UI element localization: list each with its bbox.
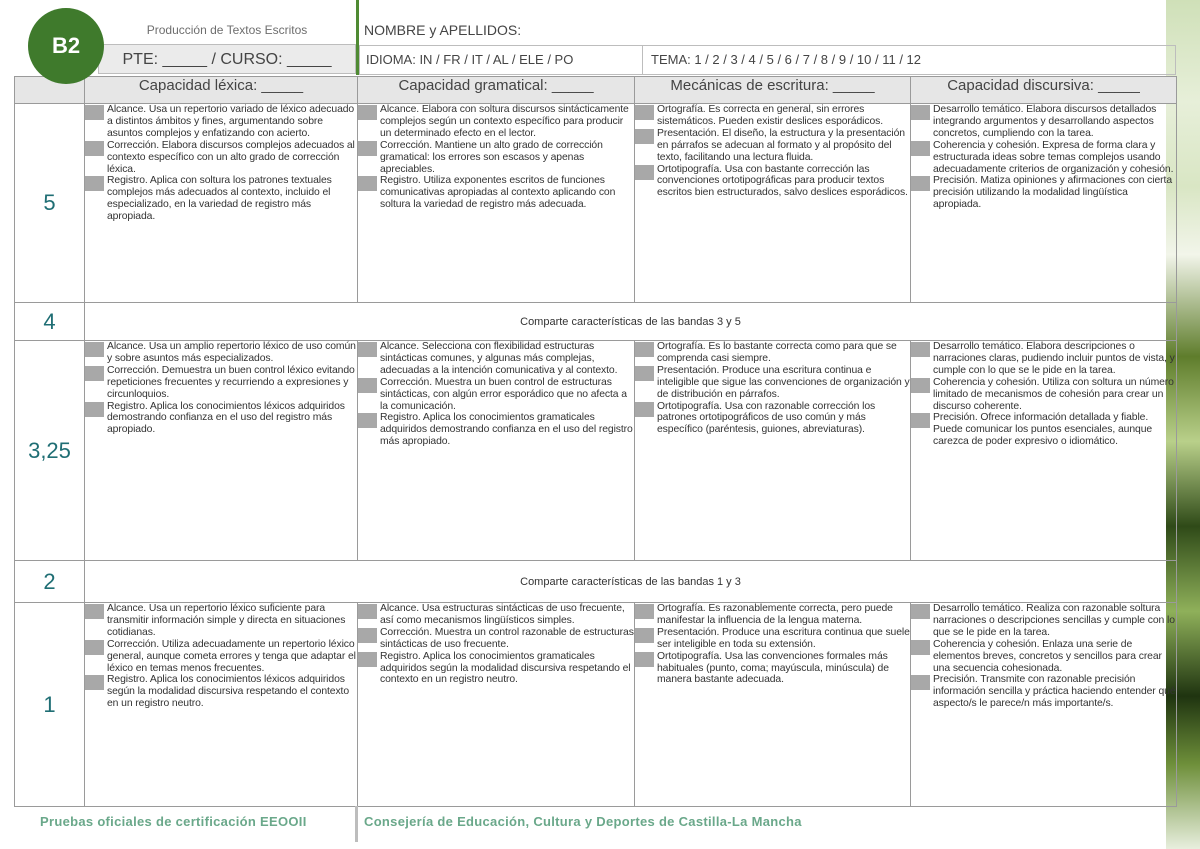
column-header-lexica: Capacidad léxica: _____ [85, 77, 358, 104]
header-options-row [359, 45, 1176, 75]
score-checkbox[interactable] [911, 413, 930, 428]
descriptor-text: Ortografía. Es lo bastante correcta como para que se comprenda casi siempre. [657, 341, 897, 364]
score-checkbox[interactable] [358, 413, 377, 428]
score-checkbox[interactable] [911, 141, 930, 156]
descriptor-item [358, 377, 634, 413]
footer [14, 806, 1176, 846]
idioma-field[interactable]: IDIOMA: IN / FR / IT / AL / ELE / PO [360, 46, 643, 74]
score-checkbox[interactable] [635, 366, 654, 381]
descriptor-item [635, 603, 910, 627]
level-badge: B2 [28, 8, 104, 84]
descriptor-text: Corrección. Mantiene un alto grado de corrección gramatical: los errores son escasos y apenas apreciables. [380, 139, 603, 175]
shared-band-text: Comparte características de las bandas 1 y 3 [85, 561, 1177, 603]
descriptor-item [358, 104, 634, 140]
score-checkbox[interactable] [911, 342, 930, 357]
descriptor-text: Registro. Aplica los conocimientos léxicos adquiridos según la modalidad discursiva respetando el contexto en un registro neutro. [107, 674, 350, 710]
descriptor-text: Precisión. Matiza opiniones y afirmaciones con cierta precisión utilizando la modalidad lingüística apropiada. [933, 175, 1172, 211]
descriptor-item [85, 639, 357, 675]
descriptor-text: Registro. Aplica con soltura los patrones textuales complejos más adecuados al contexto, incluido el especializado, en la variedad de registro más apropiada. [107, 175, 332, 223]
name-field[interactable]: NOMBRE y APELLIDOS: [364, 22, 522, 38]
score-checkbox[interactable] [358, 604, 377, 619]
descriptor-text: Alcance. Usa un amplio repertorio léxico de uso común y sobre asuntos más especializados. [107, 341, 356, 364]
tema-field[interactable]: TEMA: 1 / 2 / 3 / 4 / 5 / 6 / 7 / 8 / 9 / 10 / 11 / 12 [651, 52, 922, 67]
column-header-gramatical: Capacidad gramatical: _____ [358, 77, 635, 104]
descriptor-text: Ortotipografía. Usa con razonable corrección los patrones ortotipográficos de uso común y más específico (paréntesis, guiones, abreviaturas). [657, 400, 876, 436]
pte-curso-field[interactable]: PTE: _____ / CURSO: _____ [98, 44, 356, 74]
rubric-table [14, 76, 1177, 807]
descriptor-text: Registro. Aplica los conocimientos gramaticales adquiridos demostrando confianza en el uso del registro más apropiado. [380, 412, 633, 448]
descriptor-item [911, 377, 1176, 413]
score-checkbox[interactable] [358, 628, 377, 643]
descriptor-item [911, 639, 1176, 675]
descriptor-cell [85, 104, 358, 303]
descriptor-text: Registro. Aplica los conocimientos léxicos adquiridos demostrando confianza en el uso del registro más apropiado. [107, 400, 345, 436]
footer-divider [355, 806, 358, 842]
score-checkbox[interactable] [635, 402, 654, 417]
descriptor-item [911, 341, 1176, 377]
descriptor-item [911, 412, 1176, 448]
descriptor-item [911, 674, 1176, 710]
descriptor-item [635, 128, 910, 164]
score-checkbox[interactable] [358, 176, 377, 191]
descriptor-cell [635, 104, 911, 303]
descriptor-item [635, 164, 910, 200]
descriptor-cell [85, 341, 358, 561]
descriptor-item [358, 140, 634, 176]
descriptor-item [358, 627, 634, 651]
score-checkbox[interactable] [85, 105, 104, 120]
descriptor-item [85, 140, 357, 176]
footer-left-text: Pruebas oficiales de certificación EEOOII [40, 814, 307, 829]
descriptor-cell [911, 603, 1177, 807]
descriptor-item [358, 651, 634, 687]
descriptor-cell [358, 603, 635, 807]
score-checkbox[interactable] [635, 342, 654, 357]
descriptor-text: Corrección. Muestra un buen control de estructuras sintácticas, con algún error esporádico que no afecta a la comunicación. [380, 376, 627, 412]
score-checkbox[interactable] [911, 604, 930, 619]
descriptor-item [635, 627, 910, 651]
descriptor-text: Alcance. Usa un repertorio variado de léxico adecuado a distintos ámbitos y fines, argumentando sobre asuntos complejos y enfatizando con acierto. [107, 104, 355, 139]
column-header-discursiva: Capacidad discursiva: _____ [911, 77, 1177, 104]
score-checkbox[interactable] [635, 604, 654, 619]
descriptor-cell [635, 341, 911, 561]
descriptor-text: Ortotipografía. Usa las convenciones formales más habituales (punto, coma; mayúscula, minúscula) de manera bastante adecuada. [657, 650, 889, 686]
score-checkbox[interactable] [85, 342, 104, 357]
descriptor-text: Alcance. Selecciona con flexibilidad estructuras sintácticas comunes, y algunas más complejas, adecuadas a la intención comunicativa y al contexto. [380, 341, 618, 376]
band-row-3-25 [15, 341, 1177, 561]
descriptor-item [85, 674, 357, 710]
score-checkbox[interactable] [85, 402, 104, 417]
descriptor-text: Desarrollo temático. Elabora discursos detallados integrando argumentos y desarrollando aspectos concretos, cumpliendo con la tarea. [933, 104, 1157, 139]
score-checkbox[interactable] [635, 165, 654, 180]
descriptor-item [635, 104, 910, 128]
descriptor-text: Corrección. Demuestra un buen control léxico evitando repeticiones frecuentes y recurriendo a expresiones y circunloquios. [107, 364, 355, 400]
band-score: 1 [15, 603, 85, 807]
header-left [98, 17, 356, 75]
descriptor-cell [911, 104, 1177, 303]
descriptor-text: Coherencia y cohesión. Enlaza una serie de elementos breves, concretos y sencillos para crear una secuencia cohesionada. [933, 638, 1162, 674]
descriptor-text: Desarrollo temático. Realiza con razonable soltura narraciones o descripciones sencillas y cumple con lo que se le pide en la tarea. [933, 603, 1175, 638]
rubric-page [14, 0, 1176, 849]
descriptor-cell [635, 603, 911, 807]
descriptor-cell [911, 341, 1177, 561]
descriptor-text: Corrección. Elabora discursos complejos adecuados al contexto específico con un alto grado de corrección léxica. [107, 139, 355, 175]
score-checkbox[interactable] [911, 105, 930, 120]
descriptor-text: Corrección. Utiliza adecuadamente un repertorio léxico general, aunque cometa errores y tenga que adaptar el léxico en temas menos frecuentes. [107, 638, 356, 674]
score-checkbox[interactable] [358, 141, 377, 156]
descriptor-cell [358, 341, 635, 561]
band-score: 2 [15, 561, 85, 603]
descriptor-item [911, 140, 1176, 176]
band-score: 4 [15, 303, 85, 341]
score-checkbox[interactable] [911, 675, 930, 690]
score-checkbox[interactable] [85, 366, 104, 381]
descriptor-text: Presentación. Produce una escritura continua e inteligible que sigue las convenciones de organización y de distribución en párrafos. [657, 364, 910, 400]
score-checkbox[interactable] [358, 378, 377, 393]
score-checkbox[interactable] [358, 342, 377, 357]
score-checkbox[interactable] [85, 640, 104, 655]
score-checkbox[interactable] [911, 640, 930, 655]
score-checkbox[interactable] [911, 176, 930, 191]
descriptor-item [358, 603, 634, 627]
score-checkbox[interactable] [635, 628, 654, 643]
score-checkbox[interactable] [635, 129, 654, 144]
band-score: 3,25 [15, 341, 85, 561]
descriptor-item [85, 401, 357, 437]
descriptor-text: Precisión. Transmite con razonable precisión información sencilla y práctica haciendo entender qué aspecto/s le parece/n más importante/s. [933, 674, 1176, 710]
score-checkbox[interactable] [358, 652, 377, 667]
score-checkbox[interactable] [635, 105, 654, 120]
score-checkbox[interactable] [85, 675, 104, 690]
score-checkbox[interactable] [635, 652, 654, 667]
descriptor-text: Registro. Utiliza exponentes escritos de funciones comunicativas apropiadas al contexto aplicando con soltura la variedad de registro más adecuada. [380, 175, 616, 211]
score-checkbox[interactable] [358, 105, 377, 120]
descriptor-text: Ortografía. Es razonablemente correcta, pero puede manifestar la influencia de la lengua materna. [657, 603, 893, 626]
score-checkbox[interactable] [85, 176, 104, 191]
score-checkbox[interactable] [85, 604, 104, 619]
footer-right-text: Consejería de Educación, Cultura y Deportes de Castilla-La Mancha [364, 814, 802, 829]
descriptor-text: Corrección. Muestra un control razonable de estructuras sintácticas de uso frecuente. [380, 626, 634, 650]
descriptor-text: Alcance. Usa estructuras sintácticas de uso frecuente, así como mecanismos lingüísticos simples. [380, 603, 625, 626]
descriptor-item [635, 401, 910, 437]
descriptor-text: Registro. Aplica los conocimientos gramaticales adquiridos según la modalidad discursiva respetando el contexto en un registro neutro. [380, 650, 631, 686]
descriptor-text: Coherencia y cohesión. Utiliza con soltura un número limitado de mecanismos de cohesión para crear un discurso coherente. [933, 376, 1174, 412]
descriptor-text: Ortotipografía. Usa con bastante corrección las convenciones ortotipográficas para producir textos escritos bien estructurados, salvo deslices esporádicos. [657, 163, 908, 199]
descriptor-item [85, 365, 357, 401]
score-checkbox[interactable] [85, 141, 104, 156]
column-header-row [15, 77, 1177, 104]
descriptor-item [635, 341, 910, 365]
column-header-mecanicas: Mecánicas de escritura: _____ [635, 77, 911, 104]
descriptor-cell [358, 104, 635, 303]
descriptor-text: Ortografía. Es correcta en general, sin errores sistemáticos. Pueden existir deslices esporádicos. [657, 104, 884, 127]
descriptor-text: Desarrollo temático. Elabora descripciones o narraciones claras, pudiendo incluir puntos de vista, y cumple con lo que se le pide en la tarea. [933, 341, 1175, 376]
descriptor-item [85, 603, 357, 639]
descriptor-text: Presentación. El diseño, la estructura y la presentación en párrafos se adecuan al formato y al propósito del texto, facilitando una lectura fluida. [657, 127, 905, 163]
score-checkbox[interactable] [911, 378, 930, 393]
descriptor-item [85, 175, 357, 223]
descriptor-item [358, 175, 634, 211]
descriptor-cell [85, 603, 358, 807]
descriptor-text: Alcance. Elabora con soltura discursos sintácticamente complejos según un contexto específico para producir un determinado efecto en el lector. [380, 104, 629, 139]
descriptor-text: Alcance. Usa un repertorio léxico suficiente para transmitir información simple y directa en situaciones cotidianas. [107, 603, 346, 638]
band-row-4 [15, 303, 1177, 341]
descriptor-item [635, 651, 910, 687]
descriptor-item [358, 412, 634, 448]
descriptor-item [85, 104, 357, 140]
band-row-1 [15, 603, 1177, 807]
descriptor-item [911, 175, 1176, 211]
descriptor-item [911, 603, 1176, 639]
document-title: Producción de Textos Escritos [146, 23, 308, 37]
descriptor-text: Coherencia y cohesión. Expresa de forma clara y estructurada ideas sobre temas complejos usando adecuadamente criterios de organización y cohesión. [933, 139, 1174, 175]
band-score: 5 [15, 104, 85, 303]
descriptor-text: Precisión. Ofrece información detallada y fiable. Puede comunicar los puntos esenciales, aunque carezca de poder expresivo o idiomático. [933, 412, 1153, 448]
descriptor-item [358, 341, 634, 377]
shared-band-text: Comparte características de las bandas 3 y 5 [85, 303, 1177, 341]
band-row-5 [15, 104, 1177, 303]
band-row-2 [15, 561, 1177, 603]
descriptor-item [911, 104, 1176, 140]
descriptor-item [85, 341, 357, 365]
descriptor-text: Presentación. Produce una escritura continua que suele ser inteligible en toda su extensión. [657, 626, 910, 650]
descriptor-item [635, 365, 910, 401]
